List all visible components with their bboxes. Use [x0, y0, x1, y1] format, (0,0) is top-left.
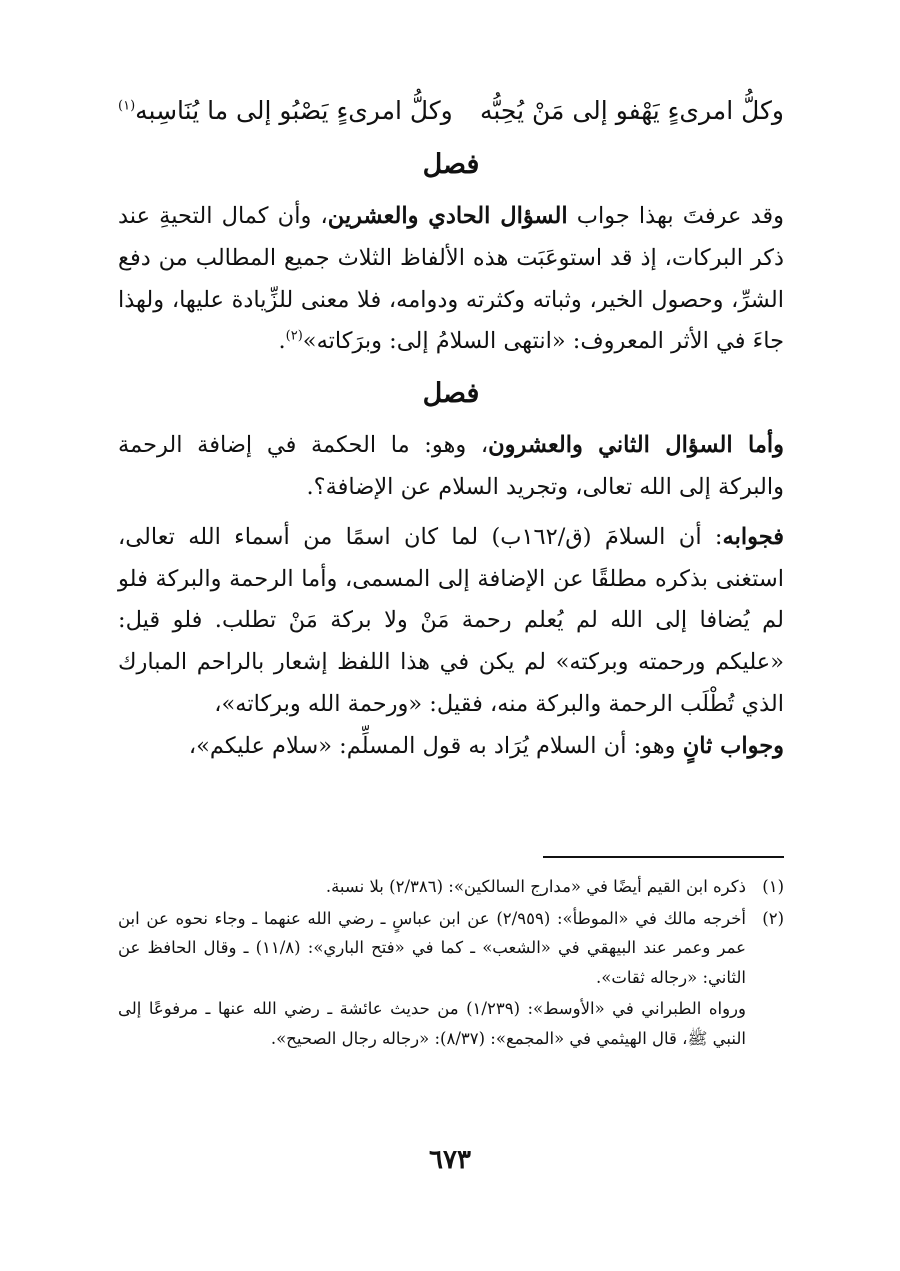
- section1-bold-question: السؤال الحادي والعشرين: [327, 203, 568, 229]
- main-text: [118, 88, 784, 768]
- footnotes: [118, 872, 784, 1053]
- section2-question-bold: وأما السؤال الثاني والعشرون: [488, 432, 784, 459]
- footnote-2-text: أخرجه مالك في «الموطأ»: (٢/٩٥٩) عن ابن عباسٍ ـ رضي الله عنهما ـ وجاء نحوه عن ابن عمر وعمر عند البيهقي في «الشعب» ـ كما في «فتح الباري»: (١١/٨) ـ وقال الحافظ عن الثاني: «رجاله ثقات».: [118, 908, 747, 987]
- section1-lead: وقد عرفتَ بهذا جواب: [567, 203, 785, 229]
- section2-answer-paragraph: [118, 517, 784, 768]
- section2-question-text: ، وهو: ما الحكمة في إضافة الرحمة والبركة إلى الله تعالى، وتجريد السلام عن الإضافة؟.: [118, 432, 784, 500]
- section1-end: .: [278, 328, 286, 355]
- section2-answer-text: : أن السلامَ (ق/١٦٢ب) لما كان اسمًا من أسماء الله تعالى، استغنى بذكره مطلقًا عن الإضافة إلى المسمى، وأما الرحمة والبركة فلو لم يُضافا إلى الله لم يُعلم رحمة مَنْ ولا بركة مَنْ تطلب. فلو قيل: «عليكم ورحمته وبركته» لم يكن في هذا اللفظ إشعار بالراحم المبارك الذي تُطْلَب الرحمة والبركة منه، فقيل: «ورحمة الله وبركاته»،: [118, 523, 784, 717]
- footnote-1: [118, 872, 784, 902]
- verse-left-hemistich: [118, 88, 453, 134]
- verse-left-text: وكلُّ امرىءٍ يَصْبُو إلى ما يُنَاسِبه: [135, 96, 453, 125]
- footnote-2: [118, 904, 784, 993]
- footnote-ref-2: (٢): [285, 328, 303, 344]
- verse-right-hemistich: وكلُّ امرىءٍ يَهْفو إلى مَنْ يُحِبُّه: [479, 96, 784, 125]
- section2-second-answer-text: وهو: أن السلام يُرَاد به قول المسلِّم: «سلام عليكم»،: [188, 732, 683, 759]
- section-heading-2: فصل: [422, 378, 480, 410]
- footnote-2-continuation: ورواه الطبراني في «الأوسط»: (١/٢٣٩) من حديث عائشة ـ رضي الله عنها ـ مرفوعًا إلى النبي ﷺ، قال الهيثمي في «المجمع»: (٨/٣٧): «رجاله رجال الصحيح».: [118, 999, 746, 1048]
- section1-paragraph: [118, 196, 784, 363]
- section2-answer-bold: فجوابه: [722, 523, 784, 550]
- page-number: ٦٧٣: [429, 1145, 471, 1175]
- section2-second-answer-bold: وجواب ثانٍ: [682, 732, 784, 759]
- footnote-1-text: ذكره ابن القيم أيضًا في «مدارج السالكين»: (٢/٣٨٦) بلا نسبة.: [325, 877, 746, 896]
- section1-text: ، وأن كمال التحيةِ عند ذكر البركات، إذ قد استوعَبَت هذه الألفاظ الثلاث جميع المطالب من دفع الشرِّ، وحصول الخير، وثباته وكثرته ودوامه، فلا معنى للزِّيادة عليها، ولهذا جاءَ في الأثر المعروف: «انتهى السلامُ إلى: وبرَكاته»: [118, 203, 784, 355]
- footnote-ref-1: (١): [118, 98, 136, 114]
- section2-question-paragraph: [118, 425, 784, 509]
- section-heading-1: فصل: [422, 149, 480, 180]
- footnote-divider: [543, 856, 784, 858]
- footnote-1-number: (١): [762, 877, 784, 896]
- poetry-verse: [118, 88, 784, 134]
- footnote-2-number: (٢): [762, 908, 784, 928]
